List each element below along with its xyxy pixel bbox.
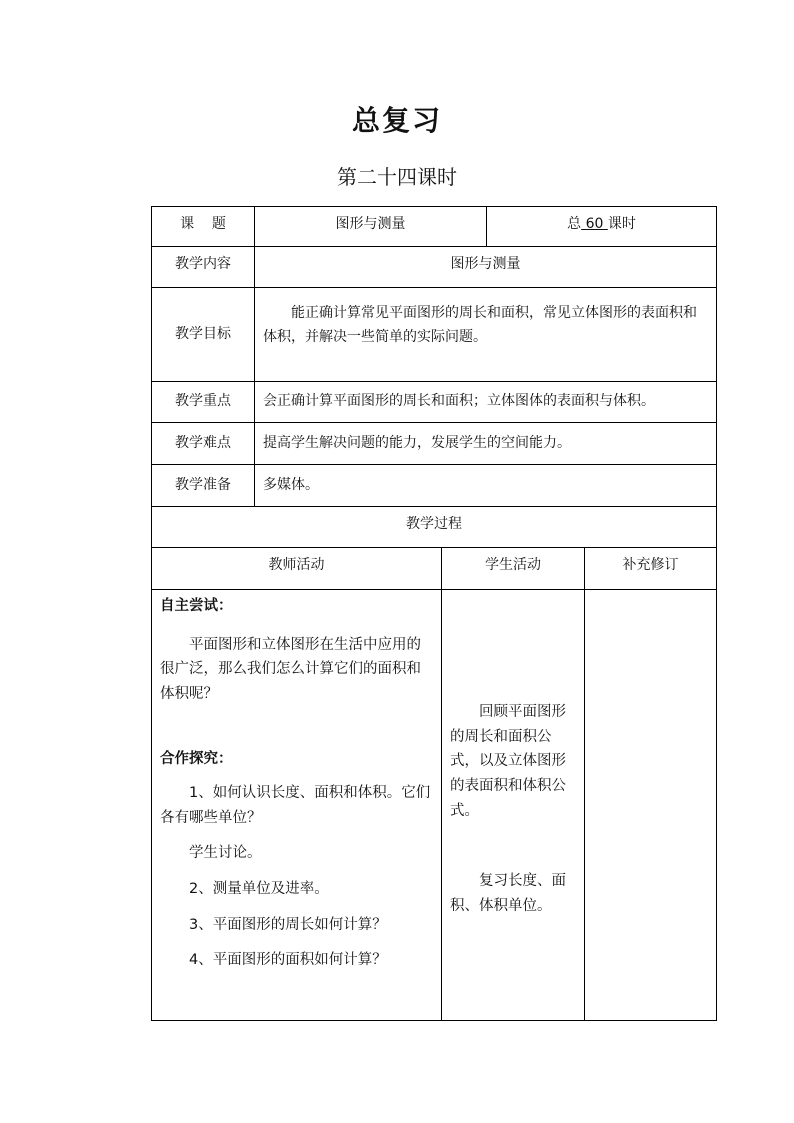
row-key bbox=[152, 382, 717, 423]
goal-value: 能正确计算常见平面图形的周长和面积，常见立体图形的表面积和体积，并解决一些简单的实际问题。 bbox=[255, 288, 717, 382]
question-3: 3、平面图形的周长如何计算？ bbox=[189, 916, 387, 933]
lesson-plan-table bbox=[151, 206, 717, 1021]
teacher-activity-cell bbox=[152, 590, 442, 1021]
row-process bbox=[152, 507, 717, 548]
content-label: 教学内容 bbox=[152, 247, 255, 288]
row-difficult bbox=[152, 423, 717, 465]
lesson-number: 第二十四课时 bbox=[337, 165, 457, 189]
key-label: 教学重点 bbox=[152, 382, 255, 423]
key-value: 会正确计算平面图形的周长和面积；立体图体的表面积与体积。 bbox=[255, 382, 717, 423]
row-columns bbox=[152, 548, 717, 590]
difficult-label: 教学难点 bbox=[152, 423, 255, 465]
student-activity-cell bbox=[442, 590, 585, 1021]
question-1-note: 学生讨论。 bbox=[189, 845, 262, 862]
total-periods: 总 60 课时 bbox=[487, 207, 717, 247]
goal-label: 教学目标 bbox=[152, 288, 255, 382]
question-2: 2、测量单位及进率。 bbox=[189, 881, 329, 898]
question-1: 1、如何认识长度、面积和体积。它们各有哪些单位？ bbox=[160, 785, 431, 826]
content-value: 图形与测量 bbox=[255, 247, 717, 288]
row-goal bbox=[152, 288, 717, 382]
student-answer-1: 回顾平面图形的周长和面积公式，以及立体图形的表面积和体积公式。 bbox=[450, 704, 566, 819]
prepare-label: 教学准备 bbox=[152, 465, 255, 507]
process-header: 教学过程 bbox=[152, 507, 717, 548]
self-try-heading: 自主尝试： bbox=[160, 598, 233, 614]
revise-header: 补充修订 bbox=[585, 548, 717, 590]
row-topic bbox=[152, 207, 717, 247]
student-answer-2: 复习长度、面积、体积单位。 bbox=[450, 873, 566, 914]
student-activity-header: 学生活动 bbox=[442, 548, 585, 590]
topic-value: 图形与测量 bbox=[255, 207, 487, 247]
self-try-text: 平面图形和立体图形在生活中应用的很广泛，那么我们怎么计算它们的面积和体积呢？ bbox=[160, 636, 421, 702]
question-4: 4、平面图形的面积如何计算？ bbox=[189, 952, 387, 969]
revise-cell bbox=[585, 590, 717, 1021]
difficult-value: 提高学生解决问题的能力，发展学生的空间能力。 bbox=[255, 423, 717, 465]
prepare-value: 多媒体。 bbox=[255, 465, 717, 507]
teacher-activity-header: 教师活动 bbox=[152, 548, 442, 590]
cooperate-heading: 合作探究： bbox=[160, 750, 233, 767]
row-content bbox=[152, 247, 717, 288]
row-prepare bbox=[152, 465, 717, 507]
topic-label: 课 题 bbox=[152, 207, 255, 247]
document-title: 总复习 bbox=[351, 104, 442, 137]
row-process-body bbox=[152, 590, 717, 1021]
